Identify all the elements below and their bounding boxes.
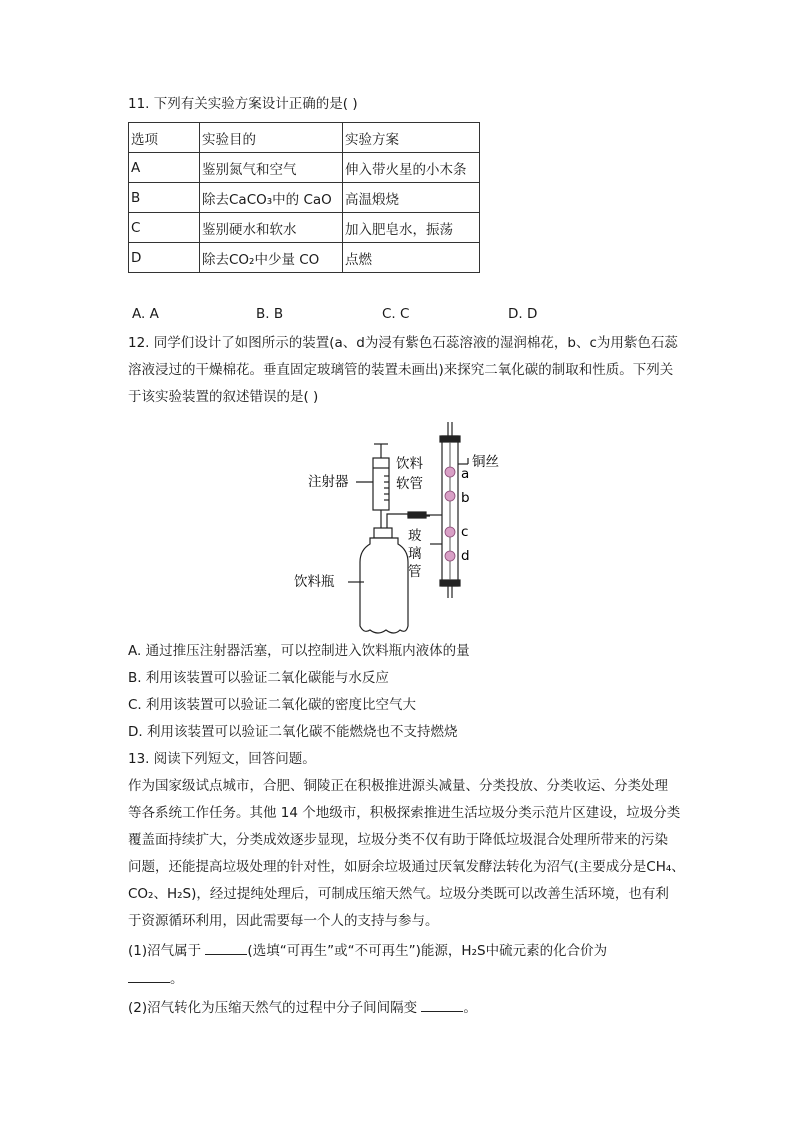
q13-passage-line: 等各系统工作任务。其他 14 个地级市，积极探索推进生活垃圾分类示范片区建设，垃圾分类 [128,805,681,821]
q11-table [128,122,480,273]
q12-stem-line: 12. 同学们设计了如图所示的装置(a、d为浸有紫色石蕊溶液的湿润棉花，b、c为用紫色石蕊 [128,335,678,351]
bottle-stopper [374,528,392,538]
table-cell: 除去CO₂中少量 CO [200,243,343,273]
table-cell: C [129,213,200,243]
q13-stem: 13. 阅读下列短文，回答问题。 [128,751,316,767]
cotton-ball-c [445,527,455,537]
cotton-ball-d [445,551,455,561]
soft-tube-label-1: 饮料 [396,456,423,472]
table-row [129,153,480,183]
cotton-ball-b [445,491,455,501]
q11-stem: 11. 下列有关实验方案设计正确的是( ) [128,96,358,112]
q13-sub1-continuation [128,968,184,989]
cotton-ball-a [445,467,455,477]
table-cell: B [129,183,200,213]
point-b-label: b [461,490,470,506]
table-cell: D [129,243,200,273]
table-cell: 除去CaCO₃中的 CaO [200,183,343,213]
q11-option-d: D. D [508,306,538,322]
q12-option-a: A. 通过推压注射器活塞，可以控制进入饮料瓶内液体的量 [128,643,470,659]
answer-blank[interactable] [205,940,247,955]
q13-passage-line: 于资源循环利用，因此需要每一个人的支持与参与。 [128,913,439,929]
table-header-cell: 实验目的 [200,123,343,153]
top-stopper [440,436,460,442]
q13-sub1-text: (1)沼气属于 [128,943,202,959]
table-header-row [129,123,480,153]
syringe-label: 注射器 [308,474,349,490]
syringe-barrel [373,458,389,510]
q12-option-b: B. 利用该装置可以验证二氧化碳能与水反应 [128,670,389,686]
q13-sub2-line [128,997,477,1018]
table-cell: 点燃 [343,243,480,273]
q13-sub1-end: 。 [170,971,184,987]
table-header-cell: 实验方案 [343,123,480,153]
table-cell: 伸入带火星的小木条 [343,153,480,183]
table-cell: 鉴别氮气和空气 [200,153,343,183]
table-cell: A [129,153,200,183]
table-cell: 加入肥皂水，振荡 [343,213,480,243]
q12-stem-line: 溶液浸过的干燥棉花。垂直固定玻璃管的装置未画出)来探究二氧化碳的制取和性质。下列关 [128,362,674,378]
q12-option-d: D. 利用该装置可以验证二氧化碳不能燃烧也不支持燃烧 [128,724,458,740]
table-header-cell: 选项 [129,123,200,153]
glass-tube-label-1: 玻 [408,528,422,544]
table-row [129,213,480,243]
q13-sub1-text-2: (选填“可再生”或“不可再生”)能源，H₂S中硫元素的化合价为 [247,943,608,959]
answer-blank[interactable] [421,997,463,1012]
q13-passage-line: CO₂、H₂S)，经过提纯处理后，可制成压缩天然气。垃圾分类既可以改善生活环境，也有利 [128,886,669,902]
table-row [129,243,480,273]
q13-sub2-end: 。 [463,1000,477,1016]
table-cell: 高温煅烧 [343,183,480,213]
point-c-label: c [461,524,469,540]
q13-passage-line: 覆盖面持续扩大，分类成效逐步显现，垃圾分类不仅有助于降低垃圾混合处理所带来的污染 [128,832,668,848]
q11-option-b: B. B [256,306,284,322]
glass-tube-label-2: 璃 [408,546,422,562]
q11-option-c: C. C [382,306,410,322]
glass-tube-label-3: 管 [408,564,422,580]
answer-blank[interactable] [128,968,170,983]
q12-stem-line: 于该实验装置的叙述错误的是( ) [128,389,319,405]
point-d-label: d [461,548,470,564]
apparatus-diagram [290,416,530,638]
copper-wire-label: 铜丝 [472,454,499,470]
tube-connector [408,512,426,518]
beverage-bottle [360,538,408,633]
q13-passage-line: 作为国家级试点城市，合肥、铜陵正在积极推进源头减量、分类投放、分类收运、分类处理 [128,778,668,794]
point-a-label: a [461,466,470,482]
bottom-stopper [440,580,460,586]
soft-tube-label-2: 软管 [396,476,423,492]
q13-sub2-text: (2)沼气转化为压缩天然气的过程中分子间间隔变 [128,1000,418,1016]
q13-passage-line: 问题，还能提高垃圾处理的针对性，如厨余垃圾通过厌氧发酵法转化为沼气(主要成分是CH₄、 [128,859,685,875]
table-cell: 鉴别硬水和软水 [200,213,343,243]
q13-sub1-line [128,940,607,961]
q12-option-c: C. 利用该装置可以验证二氧化碳的密度比空气大 [128,697,417,713]
table-row [129,183,480,213]
bottle-label: 饮料瓶 [294,574,335,590]
q11-option-a: A. A [132,306,159,322]
